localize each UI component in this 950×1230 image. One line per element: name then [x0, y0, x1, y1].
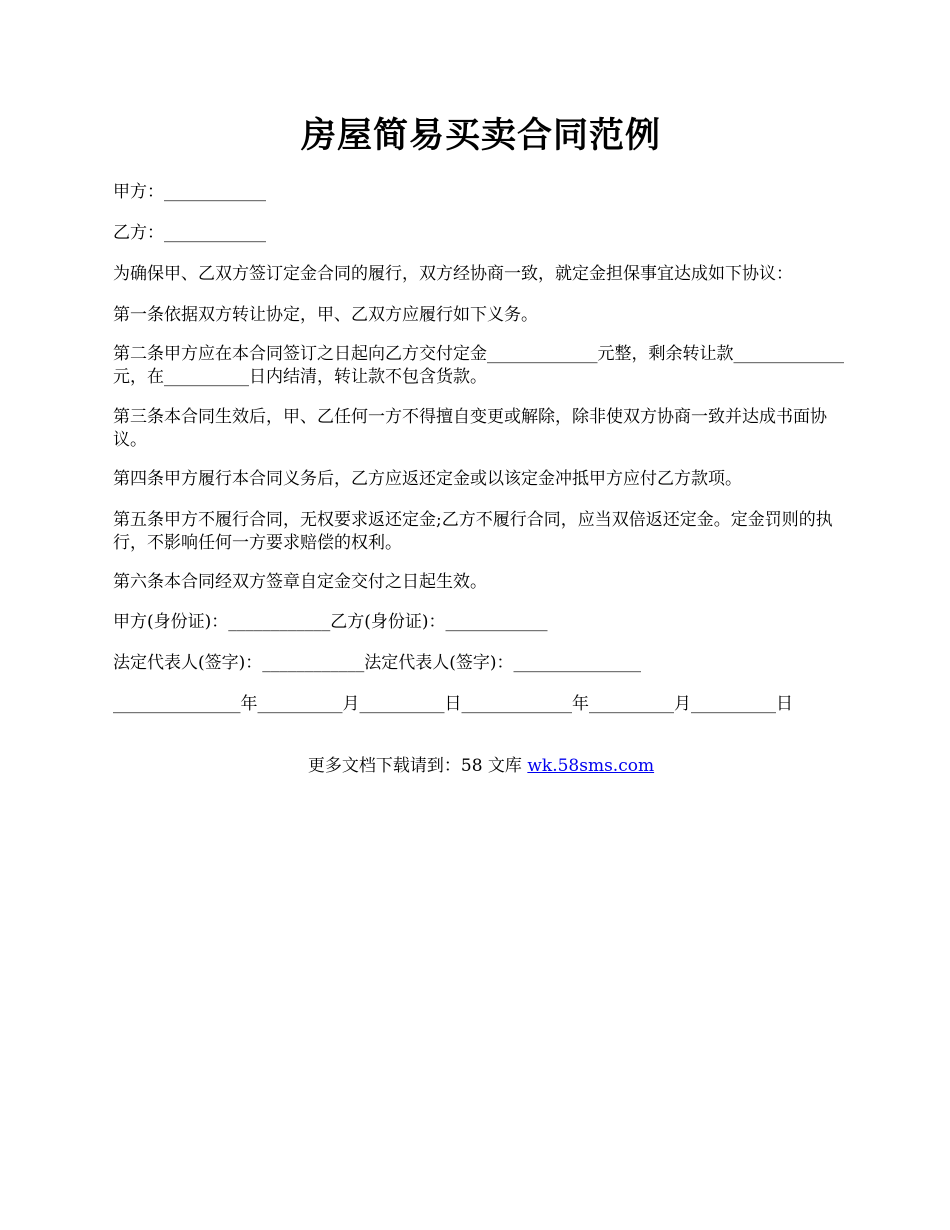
- representative-signature-line: 法定代表人(签字)：____________法定代表人(签字)：_______________: [113, 653, 642, 673]
- footer-link[interactable]: wk.58sms.com: [527, 756, 655, 776]
- footer: [113, 755, 849, 778]
- clause-2: 第二条甲方应在本合同签订之日起向乙方交付定金_____________元整，剩余转让款_____________元，在__________日内结清，转让款不包含货款。: [113, 344, 844, 387]
- id-signature-line: 甲方(身份证)：____________乙方(身份证)：____________: [113, 612, 548, 632]
- footer-text: 更多文档下载请到：58 文库: [307, 756, 528, 776]
- clause-5: 第五条甲方不履行合同，无权要求返还定金;乙方不履行合同，应当双倍返还定金。定金罚则的执行，不影响任何一方要求赔偿的权利。: [113, 510, 833, 553]
- date-line: _______________年__________月__________日_____________年__________月__________日: [113, 694, 793, 714]
- intro-paragraph: 为确保甲、乙双方签订定金合同的履行，双方经协商一致，就定金担保事宜达成如下协议：: [113, 264, 793, 284]
- document-title: 房屋简易买卖合同范例: [300, 115, 661, 156]
- clause-1: 第一条依据双方转让协定，甲、乙双方应履行如下义务。: [113, 305, 538, 325]
- clause-4: 第四条甲方履行本合同义务后，乙方应返还定金或以该定金冲抵甲方应付乙方款项。: [113, 469, 742, 489]
- clause-6: 第六条本合同经双方签章自定金交付之日起生效。: [113, 572, 487, 592]
- party-a-line: 甲方：____________: [113, 182, 266, 202]
- party-b-line: 乙方：____________: [113, 223, 266, 243]
- clause-3: 第三条本合同生效后，甲、乙任何一方不得擅自变更或解除，除非使双方协商一致并达成书面协议。: [113, 407, 827, 450]
